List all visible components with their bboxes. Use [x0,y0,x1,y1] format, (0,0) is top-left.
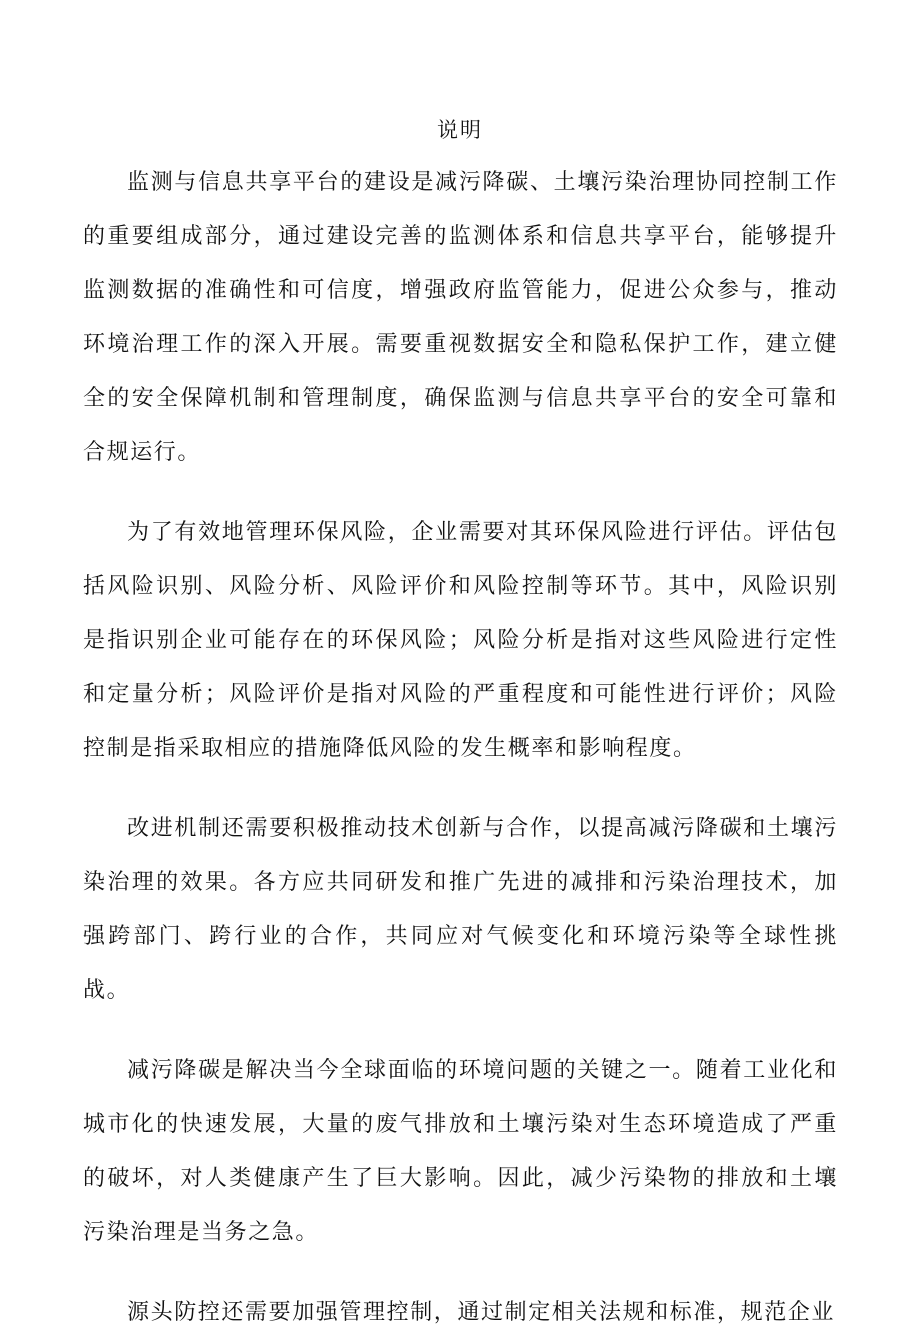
page-title: 说明 [437,118,483,142]
paragraph-source-control: 源头防控还需要加强管理控制，通过制定相关法规和标准，规范企业 [127,1300,836,1325]
paragraph-risk-assessment: 为了有效地管理环保风险，企业需要对其环保风险进行评估。评估包括风险识别、风险分析、风险评价和风险控制等环节。其中，风险识别是指识别企业可能存在的环保风险；风险分析是指对这些风险进行定性和定量分析；风险评价是指对风险的严重程度和可能性进行评价；风险控制是指采取相应的措施降低风险的发生概率和影响程度。 [83,520,838,761]
paragraph-monitoring-platform: 监测与信息共享平台的建设是减污降碳、土壤污染治理协同控制工作的重要组成部分，通过建设完善的监测体系和信息共享平台，能够提升监测数据的准确性和可信度，增强政府监管能力，促进公众参与，推动环境治理工作的深入开展。需要重视数据安全和隐私保护工作，建立健全的安全保障机制和管理制度，确保监测与信息共享平台的安全可靠和合规运行。 [83,170,838,465]
document-body [83,156,838,1340]
paragraph-pollution-reduction: 减污降碳是解决当今全球面临的环境问题的关键之一。随着工业化和城市化的快速发展，大量的废气排放和土壤污染对生态环境造成了严重的破坏，对人类健康产生了巨大影响。因此，减少污染物的排放和土壤污染治理是当务之急。 [83,1058,838,1245]
paragraph-technology-cooperation: 改进机制还需要积极推动技术创新与合作，以提高减污降碳和土壤污染治理的效果。各方应共同研发和推广先进的减排和污染治理技术，加强跨部门、跨行业的合作，共同应对气候变化和环境污染等全球性挑战。 [83,816,838,1003]
